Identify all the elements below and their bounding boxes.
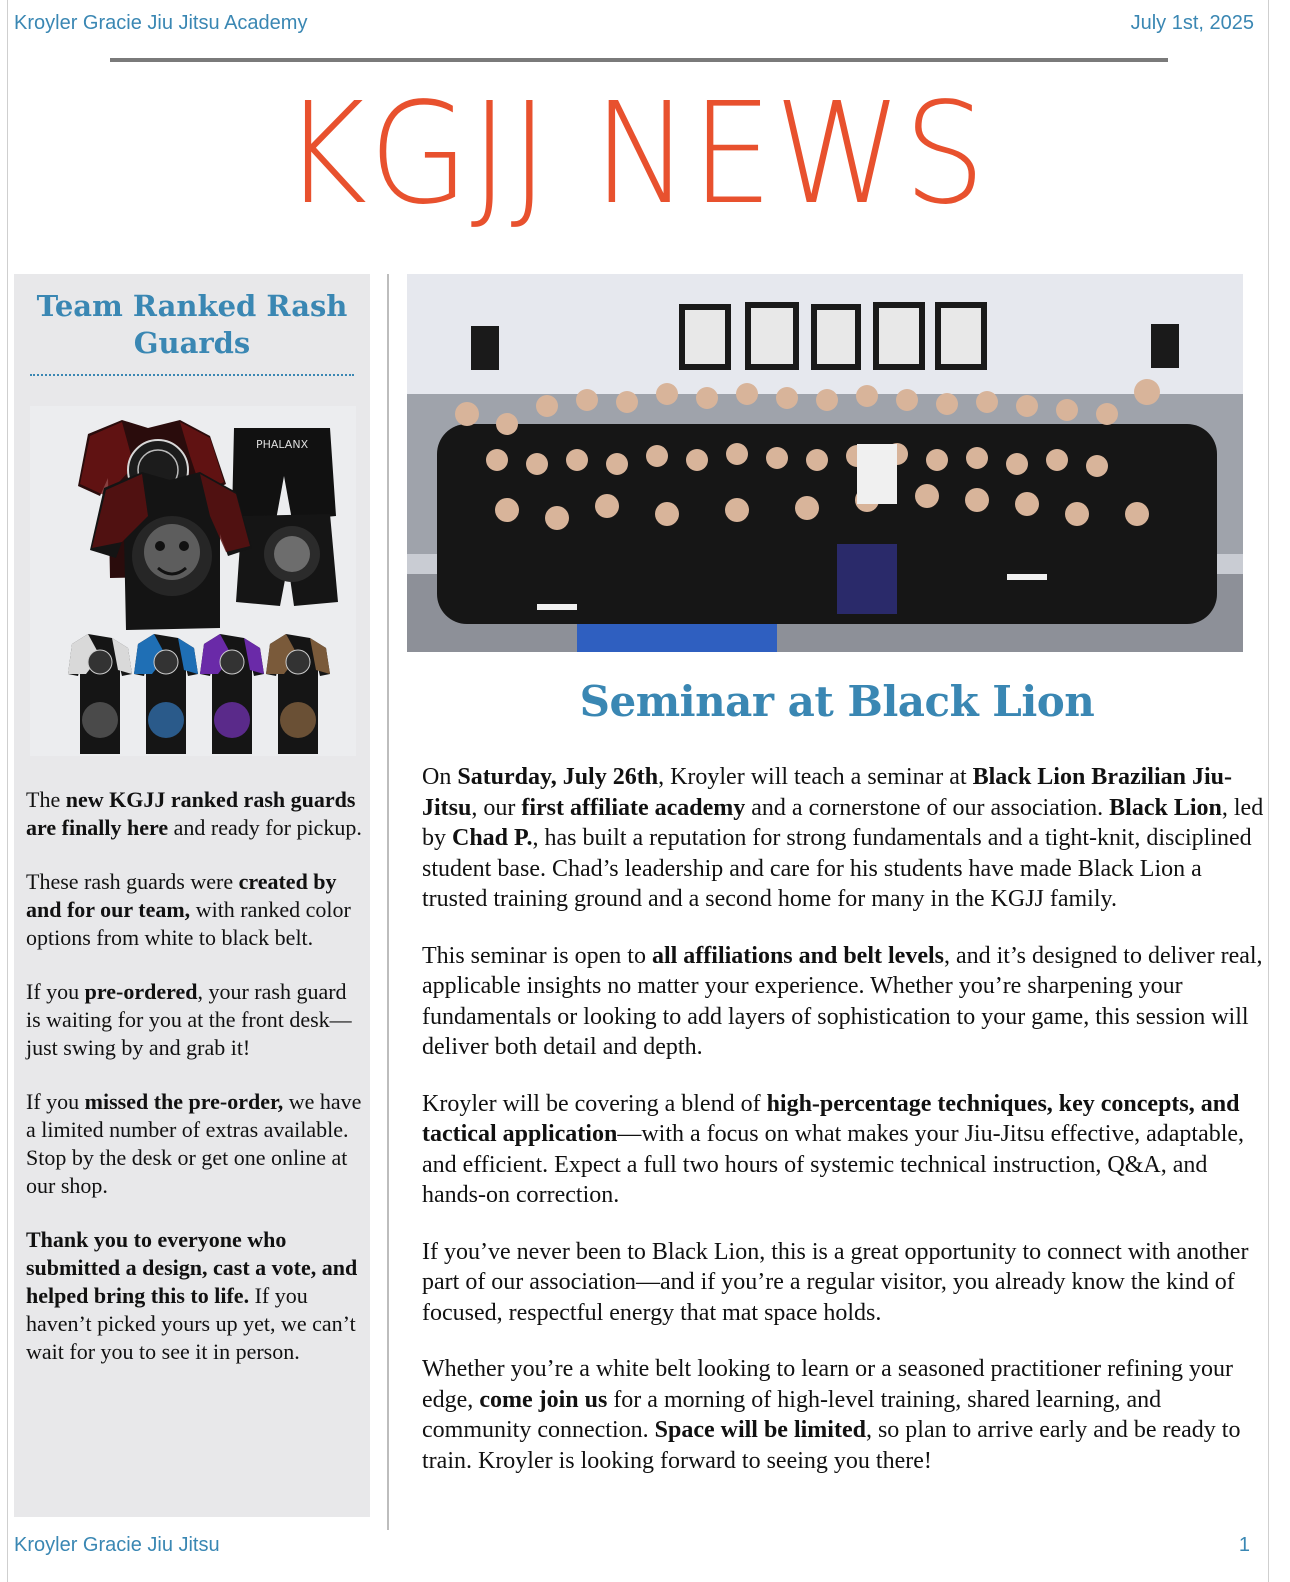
- sidebar-paragraph-1: The new KGJJ ranked rash guards are finally here and ready for pickup.: [26, 787, 362, 840]
- footer-org: Kroyler Gracie Jiu Jitsu: [14, 1534, 220, 1556]
- article-paragraph-2: This seminar is open to all affiliations and belt levels, and it’s designed to deliver real, applicable insights no matter your experience. Whether you’re sharpening your fundamentals or looking to add layers of sophistication to your game, this session will deliver both detail and depth.: [422, 942, 1263, 1060]
- article-paragraph-1: On Saturday, July 26th, Kroyler will teach a seminar at Black Lion Brazilian Jiu-Jitsu, our first affiliate academy and a cornerstone of our association. Black Lion, led by Chad P., has built a reputation for strong fundamentals and a tight-knit, disciplined student base. Chad’s leadership and care for his students have made Black Lion a trusted training ground and a second home for many in the KGJJ family.: [422, 764, 1264, 912]
- header-rule: [110, 58, 1168, 62]
- rash-guard-illustration: [30, 406, 356, 756]
- article-paragraph-3: Kroyler will be covering a blend of high-percentage techniques, key concepts, and tactical application—with a focus on what makes your Jiu-Jitsu effective, adaptable, and efficient. Expect a full two hours of systemic technical instruction, Q&A, and hands-on correction.: [422, 1090, 1245, 1208]
- footer-page-number: 1: [1238, 1534, 1250, 1556]
- sidebar-dotted-divider: [30, 374, 354, 376]
- header-date: July 1st, 2025: [1130, 12, 1254, 34]
- masthead-title: KGJJ NEWS: [282, 73, 988, 236]
- group-photo: [407, 274, 1243, 652]
- article-body: [422, 762, 1268, 1502]
- page-border-left: [7, 0, 8, 1582]
- sidebar-paragraph-5: Thank you to everyone who submitted a design, cast a vote, and helped bring this to life. If you haven’t picked yours up yet, we can’t wait for you to see it in person.: [26, 1227, 358, 1364]
- sidebar-body: [26, 786, 362, 1392]
- article-paragraph-4: If you’ve never been to Black Lion, this is a great opportunity to connect with another part of our association—and if you’re a regular visitor, you already know the kind of focused, respectful energy that mat space holds.: [422, 1238, 1249, 1326]
- sidebar-paragraph-3: If you pre-ordered, your rash guard is waiting for you at the front desk—just swing by and grab it!: [26, 979, 352, 1060]
- group-photo-illustration: [407, 274, 1243, 652]
- column-divider: [387, 274, 389, 1530]
- page-border-right: [1268, 0, 1269, 1582]
- sidebar-paragraph-2: These rash guards were created by and for our team, with ranked color options from white to black belt.: [26, 869, 351, 950]
- article-title: Seminar at Black Lion: [579, 677, 1095, 726]
- sidebar-title: Team Ranked Rash Guards: [36, 289, 348, 360]
- sidebar: [14, 274, 370, 1517]
- header-org: Kroyler Gracie Jiu Jitsu Academy: [14, 12, 308, 34]
- sidebar-paragraph-4: If you missed the pre-order, we have a limited number of extras available. Stop by the desk or get one online at our shop.: [26, 1089, 362, 1198]
- rash-guard-product-image: [30, 406, 356, 756]
- shorts-brand-text: PHALANX: [256, 438, 309, 451]
- article-paragraph-5: Whether you’re a white belt looking to learn or a seasoned practitioner refining your edge, come join us for a morning of high-level training, shared learning, and community connection. Space will be limited, so plan to arrive early and be ready to train. Kroyler is looking forward to seeing you there!: [422, 1356, 1241, 1474]
